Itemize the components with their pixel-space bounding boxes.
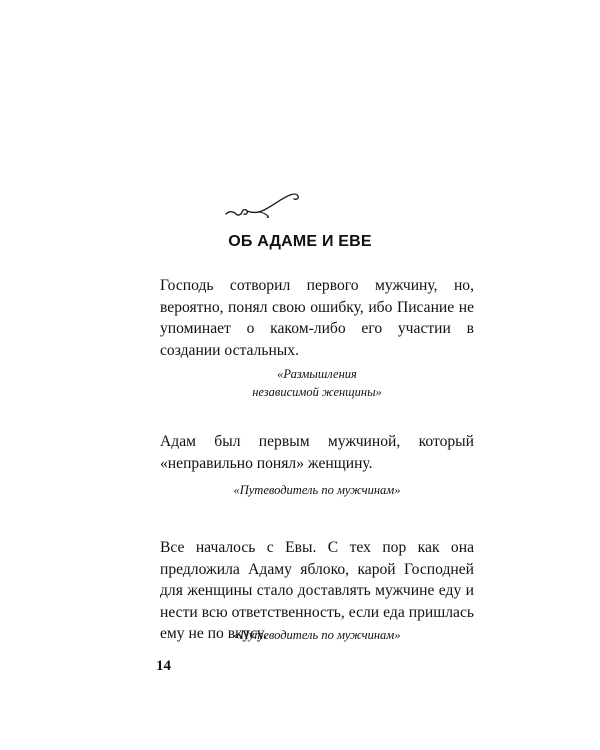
quote-text <box>160 275 474 361</box>
quote-paragraph: Господь сотворил первого мужчину, но, вероятно, понял свою ошибку, ибо Писание не упоминает о каком-либо его участии в создании остальных. <box>160 277 474 359</box>
quote-source-line: «Путеводитель по мужчинам» <box>233 628 401 642</box>
quote-source-line: «Путеводитель по мужчинам» <box>233 483 401 497</box>
quote-text <box>160 431 474 474</box>
quote-source <box>160 626 474 644</box>
chapter-title: ОБ АДАМЕ И ЕВЕ <box>228 233 372 250</box>
quote-source <box>160 365 474 401</box>
page-number: 14 <box>156 658 171 674</box>
quote-source-line: независимой женщины» <box>252 385 382 399</box>
quote-paragraph: Адам был первым мужчиной, который «неправильно понял» женщину. <box>160 433 474 472</box>
flourish-ornament-icon <box>222 188 302 220</box>
quote-paragraph: Все началось с Евы. С тех пор как она предложила Адаму яблоко, карой Господней для женщины стало доставлять мужчине еду и нести всю ответственность, если еда пришлась ему не по вкусу. <box>160 539 474 642</box>
quote-source-line: «Размышления <box>277 367 357 381</box>
quote-source <box>160 481 474 499</box>
